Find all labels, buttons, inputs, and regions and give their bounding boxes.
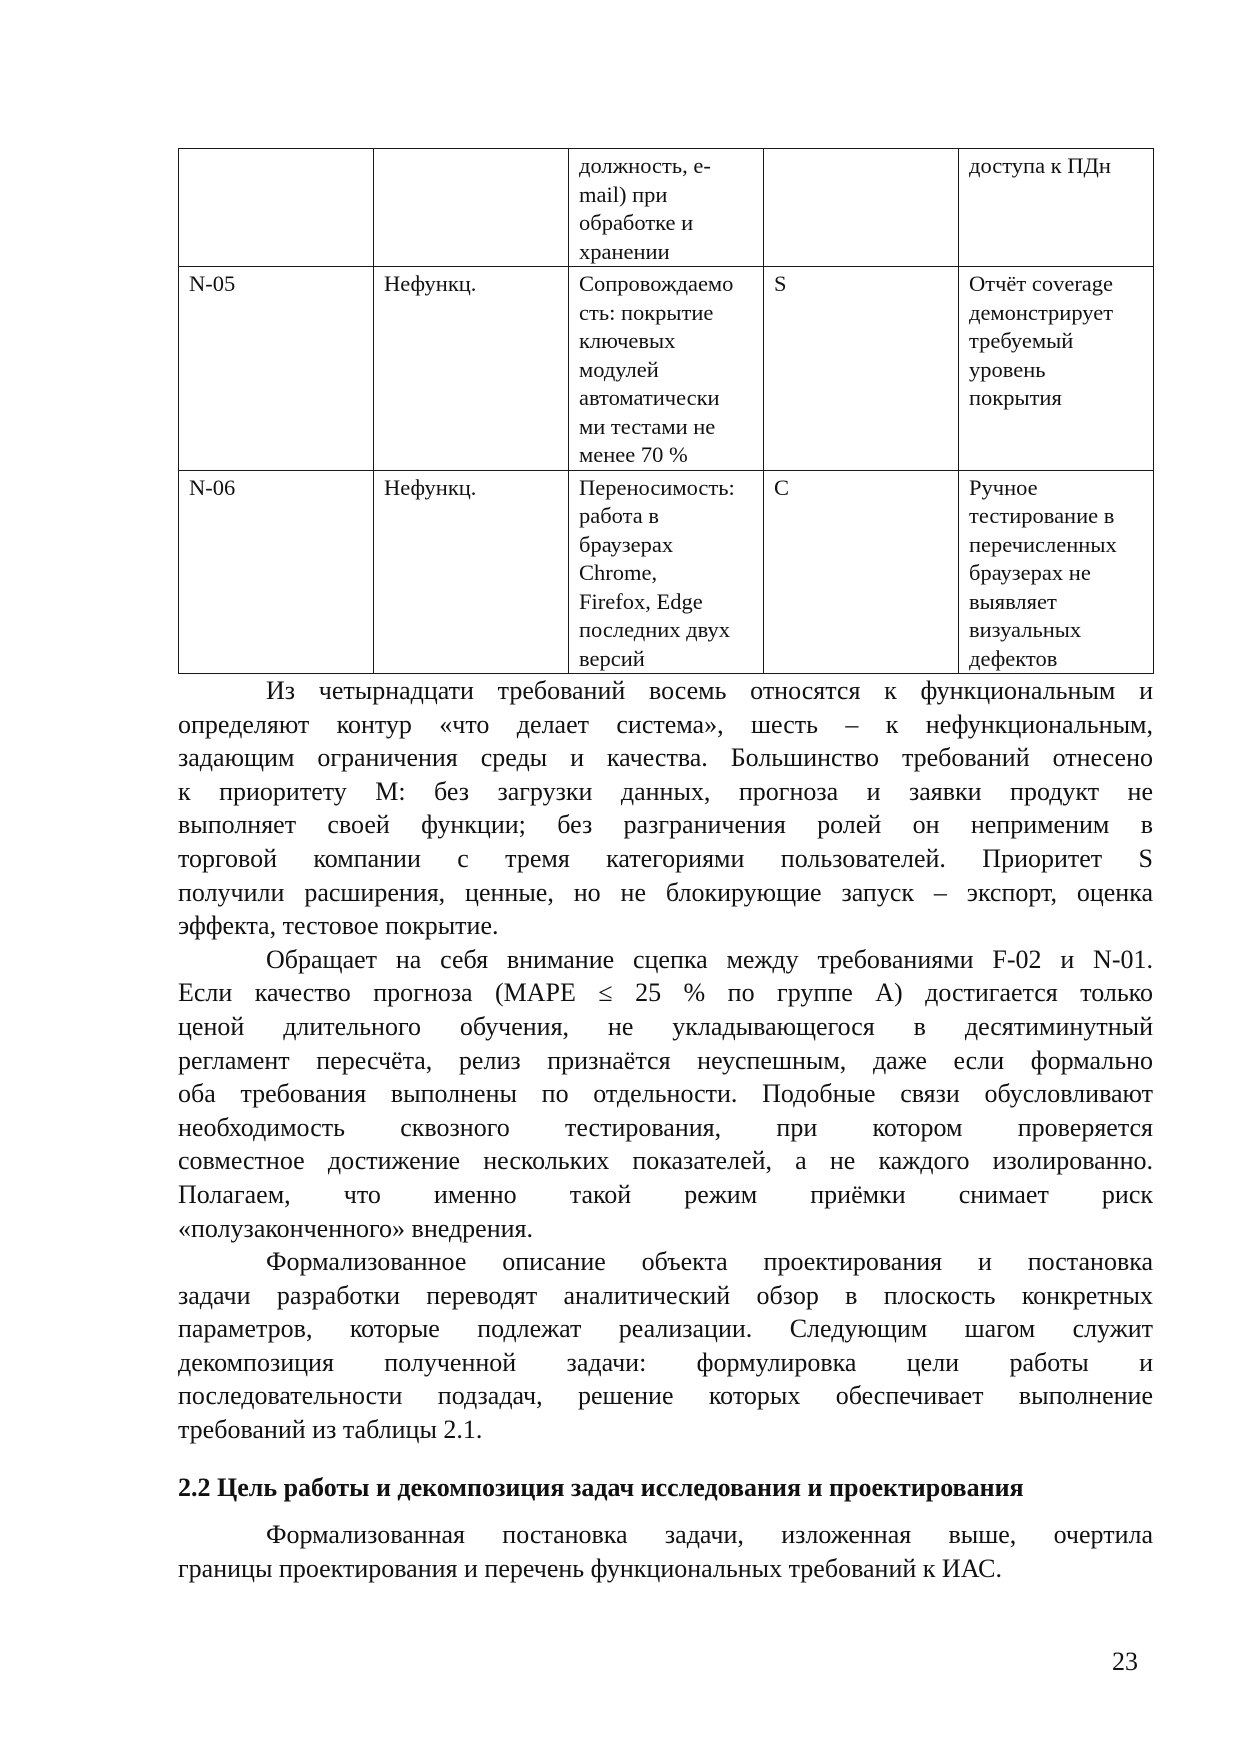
table-cell-text: версий (579, 645, 645, 671)
table-cell-description (569, 267, 764, 471)
table-cell-text: Chrome, (579, 560, 658, 585)
table-cell-text: Переносимость: (579, 474, 735, 500)
text-line: задающим ограничения среды и качества. Большинство требований отнесено (178, 743, 1153, 773)
text-line: выполняет своей функции; без разграничения ролей он неприменим в (178, 810, 1153, 840)
text-line: определяют контур «что делает система», шесть – к нефункциональным, (178, 709, 1153, 739)
requirements-table-body (179, 149, 1154, 674)
table-cell-text: mail) при (579, 181, 668, 207)
table-cell-text: C (774, 474, 790, 500)
text-line: границы проектирования и перечень функциональных требований к ИАС. (178, 1553, 1003, 1583)
table-cell-id (179, 470, 374, 674)
table-cell-text: N-06 (189, 474, 236, 500)
text-line: необходимость сквозного тестирования, при котором проверяется (178, 1112, 1153, 1142)
table-cell-text: демонстрирует (969, 299, 1114, 325)
text-line: Если качество прогноза (MAPE ≤ 25 % по группе A) достигается только (178, 978, 1153, 1008)
table-cell-text: Нефункц. (384, 271, 477, 296)
text-line: торговой компании с тремя категориями пользователей. Приоритет S (178, 843, 1153, 873)
text-line: оба требования выполнены по отдельности. Подобные связи обусловливают (178, 1079, 1153, 1109)
page-content (178, 148, 1153, 1585)
text-line: Формализованное описание объекта проектирования и постановка (266, 1247, 1153, 1277)
table-cell-type (374, 470, 569, 674)
table-cell-priority (764, 149, 959, 267)
table-cell-text: S (774, 271, 787, 296)
text-line: к приоритету M: без загрузки данных, прогноза и заявки продукт не (178, 776, 1153, 806)
table-cell-text: автоматически (579, 385, 720, 410)
table-cell-text: доступа к ПДн (969, 153, 1111, 178)
body-paragraph (178, 1245, 1153, 1447)
table-cell-type (374, 149, 569, 267)
table-row (179, 470, 1154, 674)
table-cell-text: ми тестами не (579, 413, 716, 439)
table-cell-text: последних двух (579, 617, 730, 642)
table-cell-text: уровень (969, 356, 1046, 382)
text-line: Формализованная постановка задачи, изложенная выше, очертила (266, 1520, 1153, 1550)
text-line: ценой длительного обучения, не укладывающегося в десятиминутный (178, 1011, 1153, 1041)
table-cell-verification (959, 267, 1154, 471)
text-line: Обращает на себя внимание сцепка между требованиями F-02 и N-01. (266, 944, 1153, 974)
text-line: требований из таблицы 2.1. (178, 1415, 483, 1445)
table-row (179, 149, 1154, 267)
table-cell-description (569, 149, 764, 267)
table-cell-text: покрытия (969, 385, 1062, 410)
table-cell-text: Нефункц. (384, 474, 477, 500)
text-line: эффекта, тестовое покрытие. (178, 911, 499, 941)
table-cell-text: тестирование в (969, 503, 1115, 528)
text-line: параметров, которые подлежат реализации. Следующим шагом служит (178, 1314, 1153, 1344)
table-cell-text: перечисленных (969, 531, 1117, 557)
text-line: «полузаконченного» внедрения. (178, 1213, 533, 1243)
page-number: 23 (1112, 1647, 1138, 1676)
body-paragraph (178, 674, 1153, 943)
table-cell-type (374, 267, 569, 471)
section-heading: 2.2 Цель работы и декомпозиция задач исследования и проектирования (178, 1472, 1024, 1502)
table-cell-text: модулей (579, 356, 659, 382)
table-row (179, 267, 1154, 471)
text-line: декомпозиция полученной задачи: формулировка цели работы и (178, 1347, 1153, 1377)
table-cell-description (569, 470, 764, 674)
text-line: Из четырнадцати требований восемь относятся к функциональным и (266, 676, 1153, 705)
body-paragraph (178, 943, 1153, 1245)
table-cell-id (179, 149, 374, 267)
table-cell-text: сть: покрытие (579, 299, 714, 325)
table-cell-text: выявляет (969, 588, 1057, 614)
table-cell-text: N-05 (189, 271, 236, 296)
table-cell-text: требуемый (969, 328, 1074, 353)
table-cell-id (179, 267, 374, 471)
text-line: регламент пересчёта, релиз признаётся неуспешным, даже если формально (178, 1045, 1153, 1075)
text-line: получили расширения, ценные, но не блокирующие запуск – экспорт, оценка (178, 877, 1153, 907)
table-cell-text: хранении (579, 238, 670, 264)
table-cell-text: ключевых (579, 328, 676, 353)
table-cell-text: менее 70 % (579, 442, 688, 467)
table-cell-text: работа в (579, 503, 659, 528)
text-line: совместное достижение нескольких показателей, а не каждого изолированно. (178, 1146, 1153, 1176)
text-line: задачи разработки переводят аналитический обзор в плоскость конкретных (178, 1280, 1153, 1310)
table-cell-priority (764, 267, 959, 471)
body-paragraphs (178, 674, 1153, 1447)
final-paragraph (178, 1518, 1153, 1585)
table-cell-text: браузерах (579, 531, 674, 557)
table-cell-text: Сопровождаемо (579, 271, 734, 296)
table-cell-priority (764, 470, 959, 674)
table-cell-verification (959, 149, 1154, 267)
table-cell-text: Ручное (969, 474, 1038, 500)
table-cell-text: должность, e- (579, 153, 711, 178)
table-cell-text: визуальных (969, 617, 1082, 642)
table-cell-verification (959, 470, 1154, 674)
table-cell-text: Firefox, Edge (579, 588, 703, 614)
text-line: Полагаем, что именно такой режим приёмки снимает риск (178, 1179, 1153, 1209)
table-cell-text: обработке и (579, 210, 694, 235)
requirements-table (178, 148, 1154, 674)
text-line: последовательности подзадач, решение которых обеспечивает выполнение (178, 1381, 1153, 1411)
table-cell-text: дефектов (969, 645, 1058, 671)
table-cell-text: Отчёт coverage (969, 271, 1114, 296)
table-cell-text: браузерах не (969, 560, 1091, 585)
